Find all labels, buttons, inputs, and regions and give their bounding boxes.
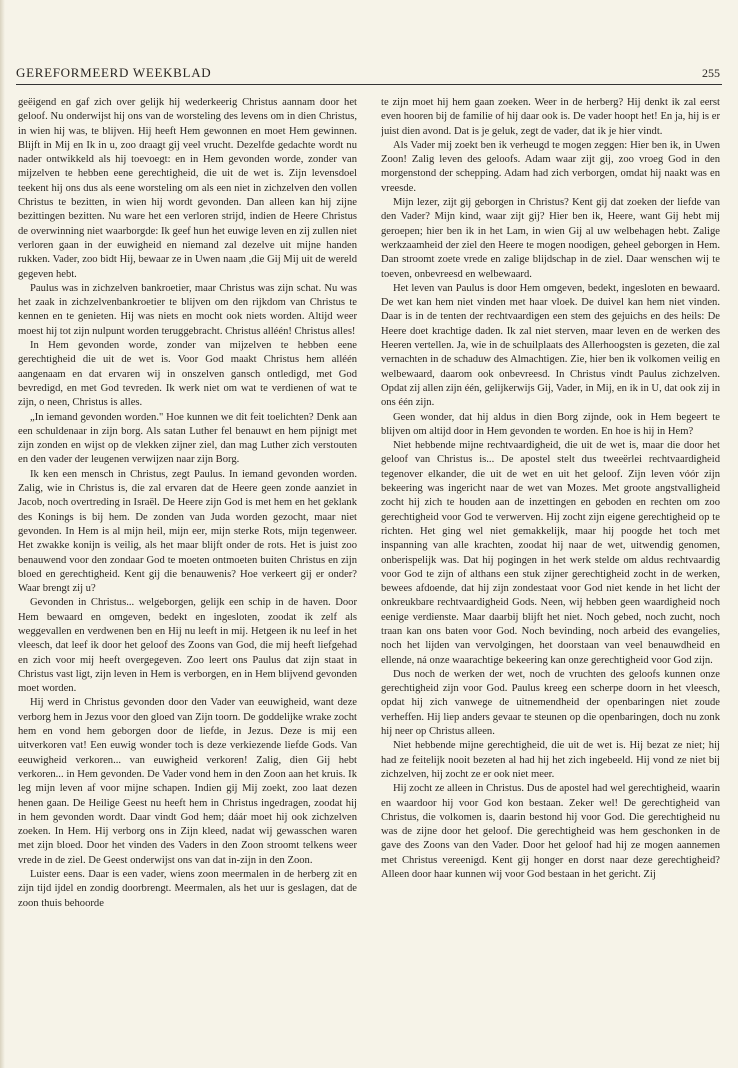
paragraph: Hij zocht ze alleen in Christus. Dus de apostel had wel gerechtigheid, waarin en waardoor hij voor God kon bestaan. Zeker wel! De gerechtigheid van Christus, die volkomen is, daarin bestond hij voor God. Die gerechtigheid nu was de zijne door het geloof. Die gerechtigheid was hem geschonken in de gave des Zoons van den Vader. Door het geloof had hij ze mogen aannemen met Christus vereenigd. Kent gij honger en dorst naar deze gerechtigheid? Alleen door haar kunnen wij voor God bestaan in het gericht. Zij xyxy=(381,783,720,881)
page-edge xyxy=(0,0,5,1068)
left-column xyxy=(18,96,357,1034)
paragraph: Het leven van Paulus is door Hem omgeven, bedekt, ingesloten en bewaard. De wet kan hem niet vinden met haar vloek. De duivel kan hem niet vinden. Daar is in de tenten der rechtvaardigen een stem des gejuichs en des heils: De Heere doet krachtige daden. Ik zal niet sterven, maar leven en de werken des Heeren vertellen. Ja, wie in de schuilplaats des Allerhoogsten is gezeten, die zal vernachten in de schaduw des Almachtigen. Zie, hier ben ik volkomen veilig en welbewaard, daarom ook onbevreesd. In Christus vindt Paulus zichzelven. Opdat zij allen zijn één, gelijkerwijs Gij, Vader, in Mij, en ik in U, dat ook zij in ons één zijn. xyxy=(381,282,720,409)
paragraph: geëigend en gaf zich over gelijk hij wederkeerig Christus aannam door het geloof. Nu onderwijst hij ons van de worsteling des levens om in dien Christus, in wien hij was, te blijven. Hij heeft Hem gewonnen en moet Hem gewinnen. Blijft in Mij en Ik in u, zoo draagt gij veel vrucht. Dezelfde gedachte wordt nu nader ontwikkeld als hij toevoegt: en in Hem gevonden worde, zonder van mijzelven te hebben eene gerechtigheid, die uit de wet is. Zijn levensdoel teekent hij ons dus als eene worsteling om als een niet in zichzelven den vollen Christus te bezitten, in wien hij wordt gevonden. Dan alleen kan hij zijne bezittingen bezitten. Nu ware het een verloren strijd, indien de Heere Christus de overwinning niet waarborgde: Ik geef hun het euwige leven en zij zullen niet verloren gaan in der euwigheid en niemand zal dezelve uit mijne handen rukken. Vader, zoo bidt Hij, bewaar ze in Uwen naam ,die Gij Mij uit de wereld gegeven hebt. xyxy=(18,97,357,280)
paragraph: Ik ken een mensch in Christus, zegt Paulus. In iemand gevonden worden. Zalig, wie in Christus is, die zal ervaren dat de Heere geen zonde aanziet in Jacob, noch overtreding in Israël. De Heere zijn God is met hem en het geklank des Konings is bij hem. De zonden van Juda worden gezocht, maar niet gevonden. In Hem is al mijn heil, mijn eer, mijn sterke Rots, mijn tegenweer. Het zwakke konijn is veilig, als het maar blijft onder de rots. Het is juist zoo benauwend voor den zondaar God te moeten ontmoeten buiten Christus en zijn bloed en gerechtigheid. Kent gij die benauwenis? Hoe verkeert gij er onder? Waar brengt zij u? xyxy=(18,468,357,595)
paragraph: Niet hebbende mijne gerechtigheid, die uit de wet is. Hij bezat ze niet; hij had ze feitelijk nooit bezeten al had hij het zich ingebeeld. Hij vond ze niet bij zichzelven, hij zocht ze er ook niet meer. xyxy=(381,740,720,780)
paragraph: Dus noch de werken der wet, noch de vruchten des geloofs kunnen onze gerechtigheid zijn voor God. Paulus kreeg een scherpe doorn in het vleesch, opdat hij zich vanwege de uitnemendheid der openbaringen niet zoude verheffen. Hij liep anders gevaar te steunen op die openbaringen, doch nu zonk hij neer op Christus alleen. xyxy=(381,668,720,738)
right-column xyxy=(381,96,720,1034)
paragraph: Luister eens. Daar is een vader, wiens zoon meermalen in de herberg zit en zijn tijd ijdel en zondig doorbrengt. Meermalen, als het uur is geslagen, dat de zoon thuis behoorde xyxy=(18,869,357,909)
paragraph: Als Vader mij zoekt ben ik verheugd te mogen zeggen: Hier ben ik, in Uwen Zoon! Zalig leven des geloofs. Adam waar zijt gij, zoo vroeg God in den morgenstond der schepping. Adam had zich verborgen, omdat hij naakt was en vreesde. xyxy=(381,139,720,194)
paragraph: Mijn lezer, zijt gij geborgen in Christus? Kent gij dat zoeken der liefde van den Vader? Mijn kind, waar zijt gij? Hier ben ik, Heere, want Gij hebt mij geroepen; hier ben ik in het Lam, in wien Gij al uw welbehagen hebt. Zalige werkzaamheid der ziel den Heere te mogen noodigen, geheel geborgen in Hem. Dan stroomt zoete vrede en zalige blijdschap in de ziel. Daar wenschen wij te toeven, onbevreesd en welbewaard. xyxy=(381,197,720,280)
paragraph: te zijn moet hij hem gaan zoeken. Weer in de herberg? Hij denkt ik zal eerst even hooren bij de familie of hij daar ook is. De vader hoopt het! En ja, hij is er juist dien avond. Dat is je geluk, zegt de vader, dat ik je hier vindt. xyxy=(381,97,720,137)
journal-title: GEREFORMEERD WEEKBLAD xyxy=(16,65,212,80)
paragraph: Gevonden in Christus... welgeborgen, gelijk een schip in de haven. Door Hem bewaard en omgeven, bedekt en ingesloten, zoodat ik zelf als weggevallen en verdwenen ben en Hij nu leeft in mij. Hetgeen ik nu leef in het vleesch, dat leef ik door het geloof des Zoons van God, die mij heeft liefgehad en zich voor mij heeft overgegeven. Zoo leert ons Paulus dat zijn staat in Christus vast ligt, zijn leven in Hem is verborgen, en in Hem blijvend gevonden moet worden. xyxy=(18,597,357,695)
paragraph: Niet hebbende mijne rechtvaardigheid, die uit de wet is, maar die door het geloof van Christus is... De apostel stelt dus tweeërlei rechtvaardigheid tegenover elkander, die uit de wet en uit het geloof. Zijn leven vóór zijn bekeering was ingericht naar de wet van Mozes. Met groote angstvalligheid zocht hij zich te houden aan de inzettingen en geboden en rechten om zoo gerechtigheid voor God te verwerven. Hij zocht zijn eigene gerechtigheid op te richten. Het ging wel niet gemakkelijk, maar hij poogde het toch met inspanning van alle krachten, zoodat hij naar de wet, uitwendig genomen, onberispelijk was. Dat hij pogingen in het werk stelde om aldus rechtvaardig voor God te zijn of althans een stuk zijner gerechtigheid zocht in de werken, bewees afdoende, dat hij zijn zondestaat voor God niet kende in het licht der onkreukbare rechtvaardigheid Gods. Neen, wij hebben geen waardigheid noch eenige verdienste. Maar daarbij blijft het niet. Noch gebed, noch zucht, noch traan kan ons baten voor God. Noch bevinding, noch arbeid des evangelies, noch het lijden van vervolgingen, het doorstaan van veel benauwdheid en ellende, ná onze waarachtige bekeering kan onze gerechtigheid voor God zijn. xyxy=(381,440,720,666)
paragraph: Paulus was in zichzelven bankroetier, maar Christus was zijn schat. Nu was het zaak in zichzelvenbankroetier te blijven om den rijkdom van Christus te kennen en te genieten. Hij was niets en mocht ook niets worden. Altijd weer moest hij tot zijn nulpunt worden teruggebracht. Christus alléén! Christus alles! xyxy=(18,282,357,337)
paragraph: Geen wonder, dat hij aldus in dien Borg zijnde, ook in Hem begeert te blijven om altijd door in Hem gevonden te worden. En hoe is hij in Hem? xyxy=(381,411,720,437)
paragraph: „In iemand gevonden worden." Hoe kunnen we dit feit toelichten? Denk aan een schuldenaar in zijn borg. Als satan Luther fel benauwt en hem pijnigt met zijn zonden en wijst op de vlekken zijner ziel, dan mag Luther zich verstouten en den vader der leugenen verwijzen naar zijn Borg. xyxy=(18,411,357,466)
paragraph: Hij werd in Christus gevonden door den Vader van eeuwigheid, want deze verborg hem in Jezus voor den gloed van Zijn toorn. De goddelijke wrake zocht hem en vond hem geborgen door de liefde, in Jezus. Deze is mij een uitverkoren vat! Een euwig wonder toch is deze verkiezende liefde Gods. Van eeuwigheid verkoren... van euwigheid verkoren! Zalig, dien Gij hebt verkoren... in Hem gevonden. De Vader vond hem in den Zoon aan het kruis. Ik leg mijn leven af voor mijne schapen. Indien gij Mij zoekt, zoo laat dezen henen gaan. De Heilige Geest nu heeft hem in Christus ingedragen, zoodat hij in hem gevonden wordt. Daar vindt God hem; dáár moet hij ook zichzelven zoeken. In Hem. Hij verborg ons in Zijn kleed, nadat wij gewasschen waren met zijn bloed. Door het vinden des Vaders in den Zoon stroomt telkens weer vrede in de ziel. De Geest onderwijst ons van dat in-zijn in den Zoon. xyxy=(18,697,357,866)
article-body xyxy=(18,96,720,1034)
running-header xyxy=(16,62,722,85)
paragraph: In Hem gevonden worde, zonder van mijzelven te hebben eene gerechtigheid die uit de wet is. Voor God maakt Christus hem alléén aangenaam en dat ervaren wij in onszelven gansch ontledigd, met God bevredigd, en met God tevreden. Ik werk niet om wat te verdienen of wat te zijn, o neen, Christus is alles. xyxy=(18,340,357,409)
page-number: 255 xyxy=(702,66,720,80)
